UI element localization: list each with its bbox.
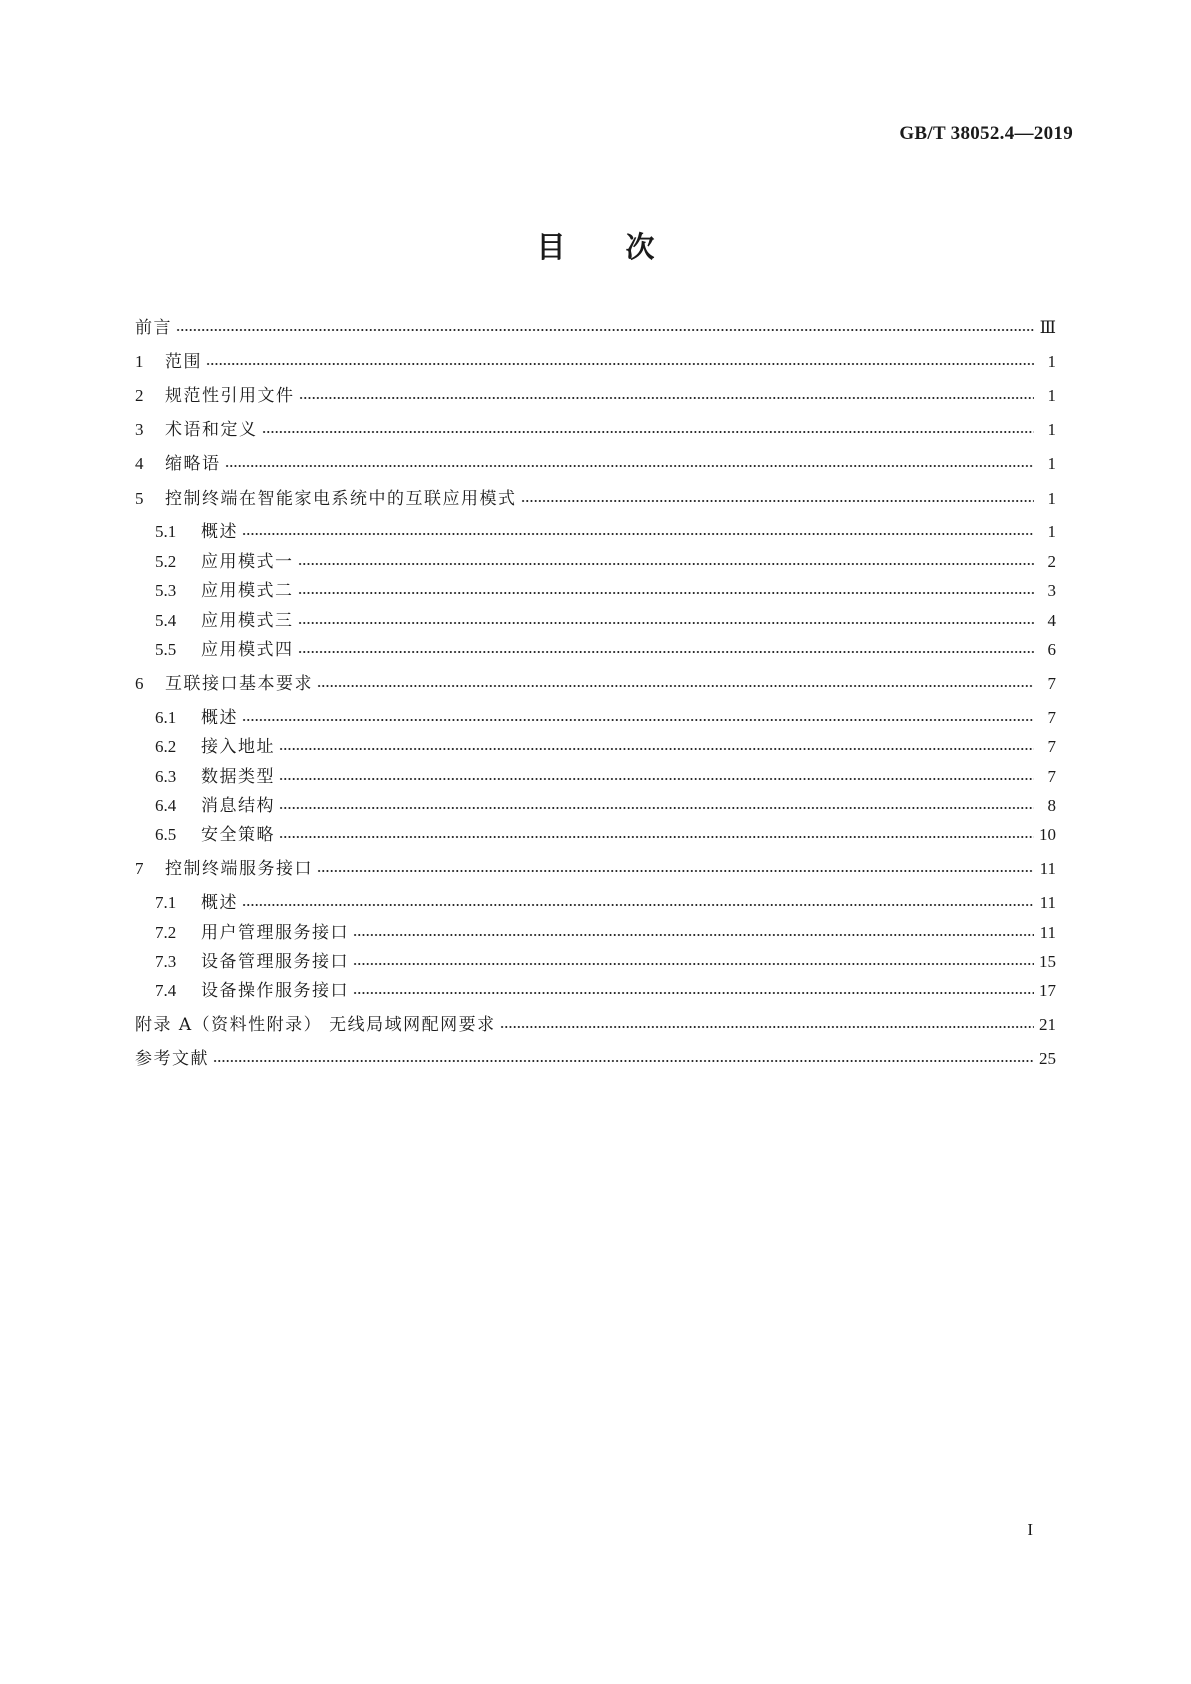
toc-leader-dots <box>353 963 1034 965</box>
toc-entry-page: 10 <box>1039 825 1056 844</box>
toc-entry-page: 1 <box>1047 386 1056 405</box>
toc-entry-label: 设备管理服务接口 <box>201 952 349 972</box>
toc-leader-dots <box>225 465 1035 467</box>
toc-entry[interactable] <box>155 949 1056 975</box>
toc-leader-dots <box>353 934 1034 936</box>
toc-entry[interactable] <box>155 764 1056 790</box>
toc-entry-number: 5.2 <box>155 552 177 571</box>
toc-entry-label: 安全策略 <box>201 825 275 845</box>
toc-entry-number: 5.1 <box>155 522 177 541</box>
toc-entry[interactable] <box>135 1012 1056 1038</box>
toc-leader-dots <box>242 904 1034 906</box>
toc-entry[interactable] <box>135 315 1056 341</box>
toc-entry[interactable] <box>155 793 1056 819</box>
toc-entry-label: 概述 <box>201 893 238 913</box>
toc-leader-dots <box>317 870 1034 872</box>
toc-entry-number: 7 <box>135 859 144 878</box>
toc-entry-label: 前言 <box>135 318 172 338</box>
toc-entry-label: 应用模式四 <box>201 640 294 660</box>
toc-entry[interactable] <box>135 486 1056 512</box>
toc-entry-number: 7.4 <box>155 981 177 1000</box>
page-number: I <box>1027 1520 1033 1539</box>
toc-entry-number: 7.2 <box>155 923 177 942</box>
toc-entry-label: 范围 <box>165 352 202 372</box>
toc-entry-page: 21 <box>1039 1015 1056 1034</box>
toc-entry-label: 控制终端在智能家电系统中的互联应用模式 <box>165 489 517 509</box>
toc-entry[interactable] <box>155 705 1056 731</box>
toc-leader-dots <box>242 719 1034 721</box>
toc-entry-number: 4 <box>135 454 144 473</box>
toc-leader-dots <box>213 1060 1034 1062</box>
toc-entry-page: 4 <box>1047 611 1056 630</box>
toc-entry-number: 5.5 <box>155 640 177 659</box>
toc-leader-dots <box>521 500 1035 502</box>
toc-leader-dots <box>298 563 1035 565</box>
toc-entry[interactable] <box>135 349 1056 375</box>
toc-entry-page: 11 <box>1039 893 1056 912</box>
page-title: 目 次 <box>536 230 655 264</box>
toc-entry-label: 互联接口基本要求 <box>165 674 313 694</box>
toc-entry-label: 消息结构 <box>201 796 275 816</box>
toc-entry-label: 附录 A（资料性附录） 无线局域网配网要求 <box>135 1015 496 1035</box>
toc-entry-label: 参考文献 <box>135 1049 209 1069</box>
toc-entry-page: 7 <box>1047 767 1056 786</box>
toc-entry-label: 接入地址 <box>201 737 275 757</box>
toc-leader-dots <box>242 533 1034 535</box>
toc-entry-number: 6.4 <box>155 796 177 815</box>
toc-leader-dots <box>279 778 1034 780</box>
toc-entry-label: 应用模式一 <box>201 552 294 572</box>
toc-leader-dots <box>298 592 1035 594</box>
toc-entry-label: 概述 <box>201 522 238 542</box>
toc-entry[interactable] <box>135 383 1056 409</box>
toc-leader-dots <box>299 397 1035 399</box>
toc-entry[interactable] <box>135 1046 1056 1072</box>
toc-entry-number: 5.3 <box>155 581 177 600</box>
toc-entry-page: 6 <box>1047 640 1056 659</box>
toc-entry-page: 7 <box>1047 737 1056 756</box>
toc-leader-dots <box>262 431 1035 433</box>
toc-leader-dots <box>298 651 1035 653</box>
toc-entry-number: 6.2 <box>155 737 177 756</box>
toc-entry-number: 6.5 <box>155 825 177 844</box>
toc-entry[interactable] <box>135 856 1056 882</box>
toc-entry-page: Ⅲ <box>1039 318 1056 337</box>
toc-entry[interactable] <box>135 451 1056 477</box>
toc-entry-number: 6 <box>135 674 144 693</box>
toc-entry-label: 应用模式三 <box>201 611 294 631</box>
toc-entry-number: 7.1 <box>155 893 177 912</box>
toc-entry-number: 1 <box>135 352 144 371</box>
toc-entry[interactable] <box>135 417 1056 443</box>
toc-entry-number: 3 <box>135 420 144 439</box>
toc-leader-dots <box>298 622 1035 624</box>
toc-entry-number: 5.4 <box>155 611 177 630</box>
toc-entry[interactable] <box>155 519 1056 545</box>
toc-entry-page: 7 <box>1047 708 1056 727</box>
toc-entry-label: 数据类型 <box>201 767 275 787</box>
toc-leader-dots <box>206 363 1034 365</box>
toc-entry-page: 2 <box>1047 552 1056 571</box>
toc-leader-dots <box>353 992 1034 994</box>
toc-entry-page: 1 <box>1047 352 1056 371</box>
toc-entry-page: 11 <box>1039 923 1056 942</box>
toc-entry-page: 1 <box>1047 420 1056 439</box>
toc-entry-label: 概述 <box>201 708 238 728</box>
toc-entry-label: 设备操作服务接口 <box>201 981 349 1001</box>
toc-entry[interactable] <box>155 578 1056 604</box>
toc-entry-page: 1 <box>1047 522 1056 541</box>
toc-entry-label: 规范性引用文件 <box>165 386 295 406</box>
toc-entry-page: 7 <box>1047 674 1056 693</box>
standard-number: GB/T 38052.4—2019 <box>899 123 1073 144</box>
toc-leader-dots <box>176 329 1034 331</box>
toc-leader-dots <box>279 836 1034 838</box>
toc-entry-label: 术语和定义 <box>165 420 258 440</box>
toc-leader-dots <box>279 748 1034 750</box>
toc-entry[interactable] <box>155 890 1056 916</box>
toc-entry[interactable] <box>155 734 1056 760</box>
toc-entry[interactable] <box>155 549 1056 575</box>
toc-entry-page: 25 <box>1039 1049 1056 1068</box>
toc-entry-label: 用户管理服务接口 <box>201 923 349 943</box>
toc-entry[interactable] <box>155 978 1056 1004</box>
toc-entry-number: 7.3 <box>155 952 177 971</box>
toc-leader-dots <box>279 807 1034 809</box>
toc-entry[interactable] <box>135 671 1056 697</box>
toc-entry-page: 15 <box>1039 952 1056 971</box>
toc-entry-page: 3 <box>1047 581 1056 600</box>
toc-entry-page: 1 <box>1047 454 1056 473</box>
toc-leader-dots <box>317 685 1034 687</box>
toc-entry-label: 缩略语 <box>165 454 221 474</box>
toc-leader-dots <box>500 1026 1034 1028</box>
toc-entry-page: 8 <box>1047 796 1056 815</box>
toc-entry[interactable] <box>155 822 1056 848</box>
toc-entry-number: 6.3 <box>155 767 177 786</box>
toc-entry-page: 17 <box>1039 981 1056 1000</box>
toc-entry[interactable] <box>155 920 1056 946</box>
toc-entry-page: 11 <box>1039 859 1056 878</box>
toc-entry-page: 1 <box>1047 489 1056 508</box>
toc-entry[interactable] <box>155 608 1056 634</box>
toc-entry-number: 5 <box>135 489 144 508</box>
toc-entry-label: 控制终端服务接口 <box>165 859 313 879</box>
toc-entry-label: 应用模式二 <box>201 581 294 601</box>
toc-entry-number: 2 <box>135 386 144 405</box>
toc-entry-number: 6.1 <box>155 708 177 727</box>
toc-entry[interactable] <box>155 637 1056 663</box>
